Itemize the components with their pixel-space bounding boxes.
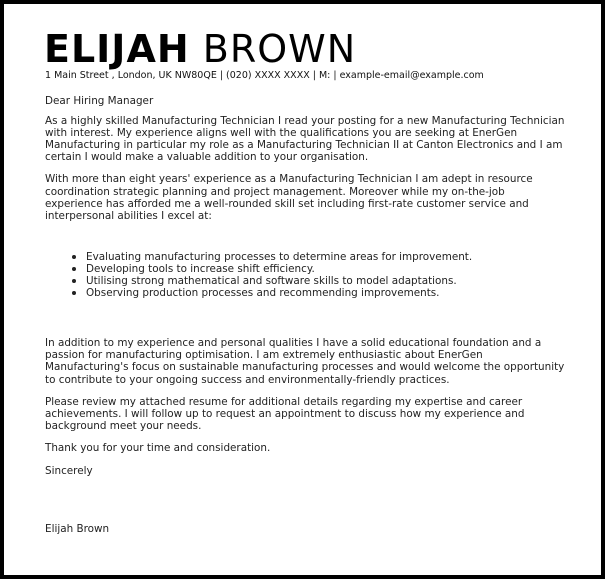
letter-page — [4, 4, 601, 575]
skills-list-item: Utilising strong mathematical and software skills to model adaptations. — [72, 275, 565, 287]
thanks-line: Thank you for your time and consideration. — [45, 441, 271, 454]
skills-list-item: Developing tools to increase shift efficiency. — [72, 263, 565, 275]
skills-list — [45, 251, 565, 299]
salutation: Dear Hiring Manager — [45, 95, 154, 107]
paragraph-1: As a highly skilled Manufacturing Technician I read your posting for a new Manufacturing Technician with interest. My experience aligns well with the qualifications you are seeking at EnerGen Manufacturing in particular my role as a Manufacturing Technician II at Canton Electronics and I am certain I would make a valuable addition to your organisation. — [45, 115, 565, 164]
paragraph-3: In addition to my experience and personal qualities I have a solid educational foundation and a passion for manufacturing optimisation. I am extremely enthusiastic about EnerGen Manufacturing's focus on sustainable manufacturing processes and would welcome the opportunity to contribute to your ongoing success and environmentally-friendly practices. — [45, 337, 565, 386]
applicant-name — [44, 27, 356, 71]
signature-name: Elijah Brown — [45, 523, 110, 536]
skills-list-item: Observing production processes and recommending improvements. — [72, 287, 565, 299]
paragraph-4: Please review my attached resume for additional details regarding my expertise and career achievements. I will follow up to request an appointment to discuss how my experience and background meet your needs. — [45, 395, 525, 432]
letter-body — [45, 95, 565, 535]
closing: Sincerely — [45, 464, 93, 477]
skills-list-item: Evaluating manufacturing processes to determine areas for improvement. — [72, 251, 565, 263]
contact-line: 1 Main Street , London, UK NW80QE | (020) XXXX XXXX | M: | example-email@example.com — [45, 70, 484, 81]
last-name: BROWN — [202, 27, 357, 71]
first-name: ELIJAH — [44, 27, 190, 71]
paragraph-2: With more than eight years' experience as a Manufacturing Technician I am adept in resource coordination strategic planning and project management. Moreover while my on-the-job experience has afforded me a well-rounded skill set including first-rate customer service and interpersonal abilities I excel at: — [45, 173, 533, 222]
